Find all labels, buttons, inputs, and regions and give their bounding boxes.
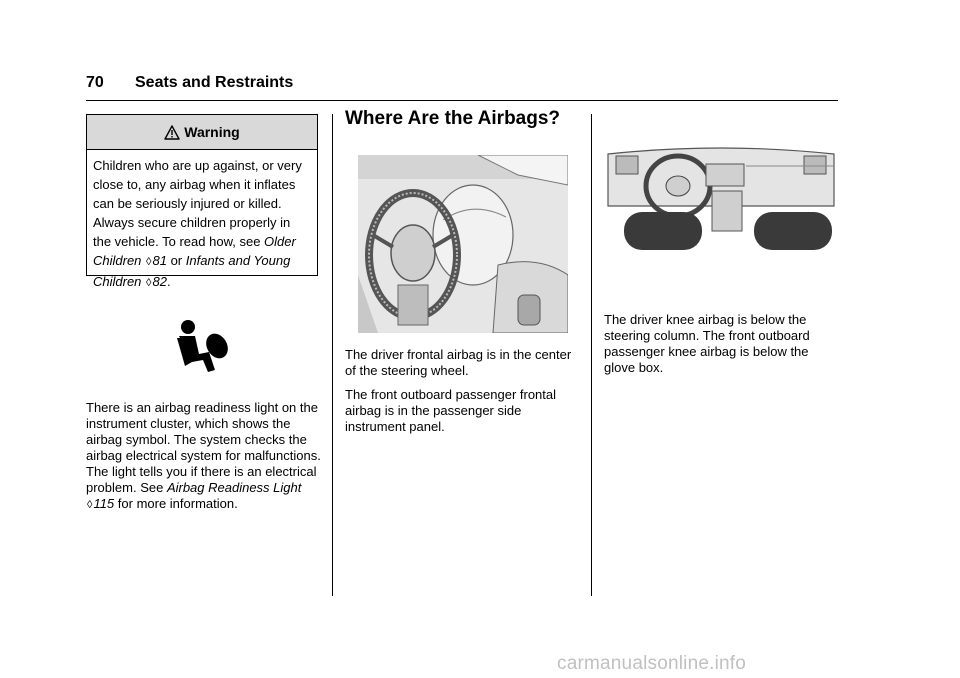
- ref-older-children[interactable]: Older Children: [93, 234, 296, 268]
- frontal-airbag-text: [345, 347, 575, 443]
- ref-page-82[interactable]: 82: [152, 274, 167, 289]
- ref-page-81[interactable]: 81: [152, 253, 167, 268]
- page-ref-icon: ◊: [146, 256, 152, 268]
- airbag-symbol-icon: [175, 318, 231, 374]
- ref-airbag-readiness-light[interactable]: Airbag Readiness Light: [166, 480, 302, 495]
- warning-text: Children who are up against, or very close to, any airbag when it inflates can be seriously injured or killed. Always secure children properly in the vehicle. To read how, see Older Children ◊81 or Infants and Young Children ◊82.: [93, 158, 302, 289]
- section-title: Seats and Restraints: [135, 74, 294, 91]
- ref-page-115[interactable]: 115: [93, 496, 115, 511]
- page-ref-icon: ◊: [87, 499, 93, 511]
- passenger-frontal-paragraph: The front outboard passenger frontal airbag is in the passenger side instrument panel.: [345, 387, 557, 434]
- driver-airbag-illustration: [358, 155, 568, 333]
- warning-box: [86, 114, 318, 289]
- column-divider-2: [591, 114, 592, 596]
- warning-title: Warning: [184, 124, 240, 140]
- warning-triangle-icon: [164, 125, 180, 140]
- page-header: [86, 70, 838, 101]
- driver-frontal-paragraph: The driver frontal airbag is in the center of the steering wheel.: [345, 347, 572, 378]
- ref-infants-young-children[interactable]: Infants and Young Children: [93, 253, 291, 289]
- page-number: 70: [86, 74, 104, 91]
- watermark: carmanualsonline.info: [557, 653, 747, 674]
- where-heading: Where Are the Airbags?: [345, 108, 561, 129]
- readiness-paragraph: There is an airbag readiness light on the instrument cluster, which shows the airbag symbol. The system checks the airbag electrical system for malfunctions. The light tells you if there is an electrical problem. See Airbag Readiness Light ◊115 for more information.: [86, 400, 321, 511]
- warning-header: [87, 115, 317, 150]
- page-ref-icon: ◊: [146, 277, 152, 289]
- column-divider-1: [332, 114, 333, 596]
- knee-airbag-paragraph: The driver knee airbag is below the steering column. The front outboard passenger knee airbag is below the glove box.: [604, 312, 810, 375]
- knee-airbag-illustration: [606, 146, 836, 254]
- knee-airbag-text: [604, 312, 840, 384]
